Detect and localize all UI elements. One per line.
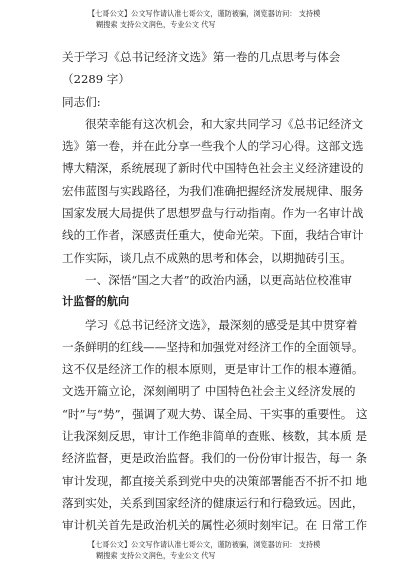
section-heading-line: 计监督的航向 (62, 295, 130, 309)
paragraph-line: “时”与“势”，强调了观大势、谋全局、干实事的重要性。 这 (62, 406, 368, 421)
paragraph-line: 选》第一卷，并在此分享一些我个人的学习心得。这部文选 (62, 139, 364, 154)
paragraph-line: 让我深刻反思，审计工作绝非简单的查账、核数，其本质 是 (62, 429, 368, 444)
paragraph-line: 国家发展大局提供了思想罗盘与行动指南。作为一名审计战 (62, 206, 364, 221)
paragraph-line: 审计机关首先是政治机关的属性必须时刻牢记。在 日常工作 (62, 518, 368, 533)
salutation: 同志们: (62, 94, 101, 109)
paragraph-line: 工作实际，谈几点不成熟的思考和体会，以期抛砖引玉。 (62, 250, 352, 265)
paragraph-line: 经济监督，更是政治监督。我们的一份份审计报告，每一 条 (62, 451, 368, 466)
paragraph-line: 一条鲜明的红线——坚持和加强党对经济工作的全面领导。 (62, 339, 364, 354)
header-line-2: 糊搜索 支持公文润色，专业公文 代写 (96, 19, 216, 29)
paragraph-line: 文选开篇立论，深刻阐明了 中国特色社会主义经济发展的 (62, 384, 356, 399)
footer-line-2: 糊搜索 支持公文润色，专业公文 代写 (96, 550, 216, 560)
section-heading-line: 一、深悟“国之大者”的政治内涵，以更高站位校准审 (85, 272, 352, 287)
header-watermark-top (88, 9, 388, 30)
paragraph-line: 这不仅是经济工作的根本原则，更是审计工作的根本遵循。 (62, 362, 364, 377)
paragraph-line: 线的工作者，深感责任重大，使命光荣。下面，我结合审计 (62, 228, 364, 243)
document-body (62, 46, 368, 537)
paragraph-line: 学习《总书记经济文选》，最深刻的感受是其中贯穿着 (85, 317, 358, 332)
footer-line-1: 【七哥公文】公文写作请认准七哥公文，谨防被骗，浏览器访问： 支持模 (88, 540, 321, 549)
footer-watermark (88, 540, 388, 561)
paragraph-line: 很荣幸能有这次机会，和大家共同学习《总书记经济文 (85, 116, 364, 131)
paragraph-line: 博大精深，系统展现了新时代中国特色社会主义经济建设的 (62, 161, 364, 176)
paragraph-line: 宏伟蓝图与实践路径，为我们准确把握经济发展规律、服务 (62, 183, 364, 198)
document-title: 关于学习《总书记经济文选》第一卷的几点思考与体会 (62, 50, 341, 64)
header-line-1: 【七哥公文】公文写作请认准七哥公文，谨防被骗，浏览器访问： 支持模 (88, 9, 321, 18)
paragraph-line: 审计发现，都直接关系到党中央的决策部署能否不折不扣 地 (62, 473, 368, 488)
paragraph-line: 落到实处，关系到国家经济的健康运行和行稳致远。因此， (62, 495, 364, 510)
document-title-wordcount: （2289 字） (62, 72, 130, 87)
